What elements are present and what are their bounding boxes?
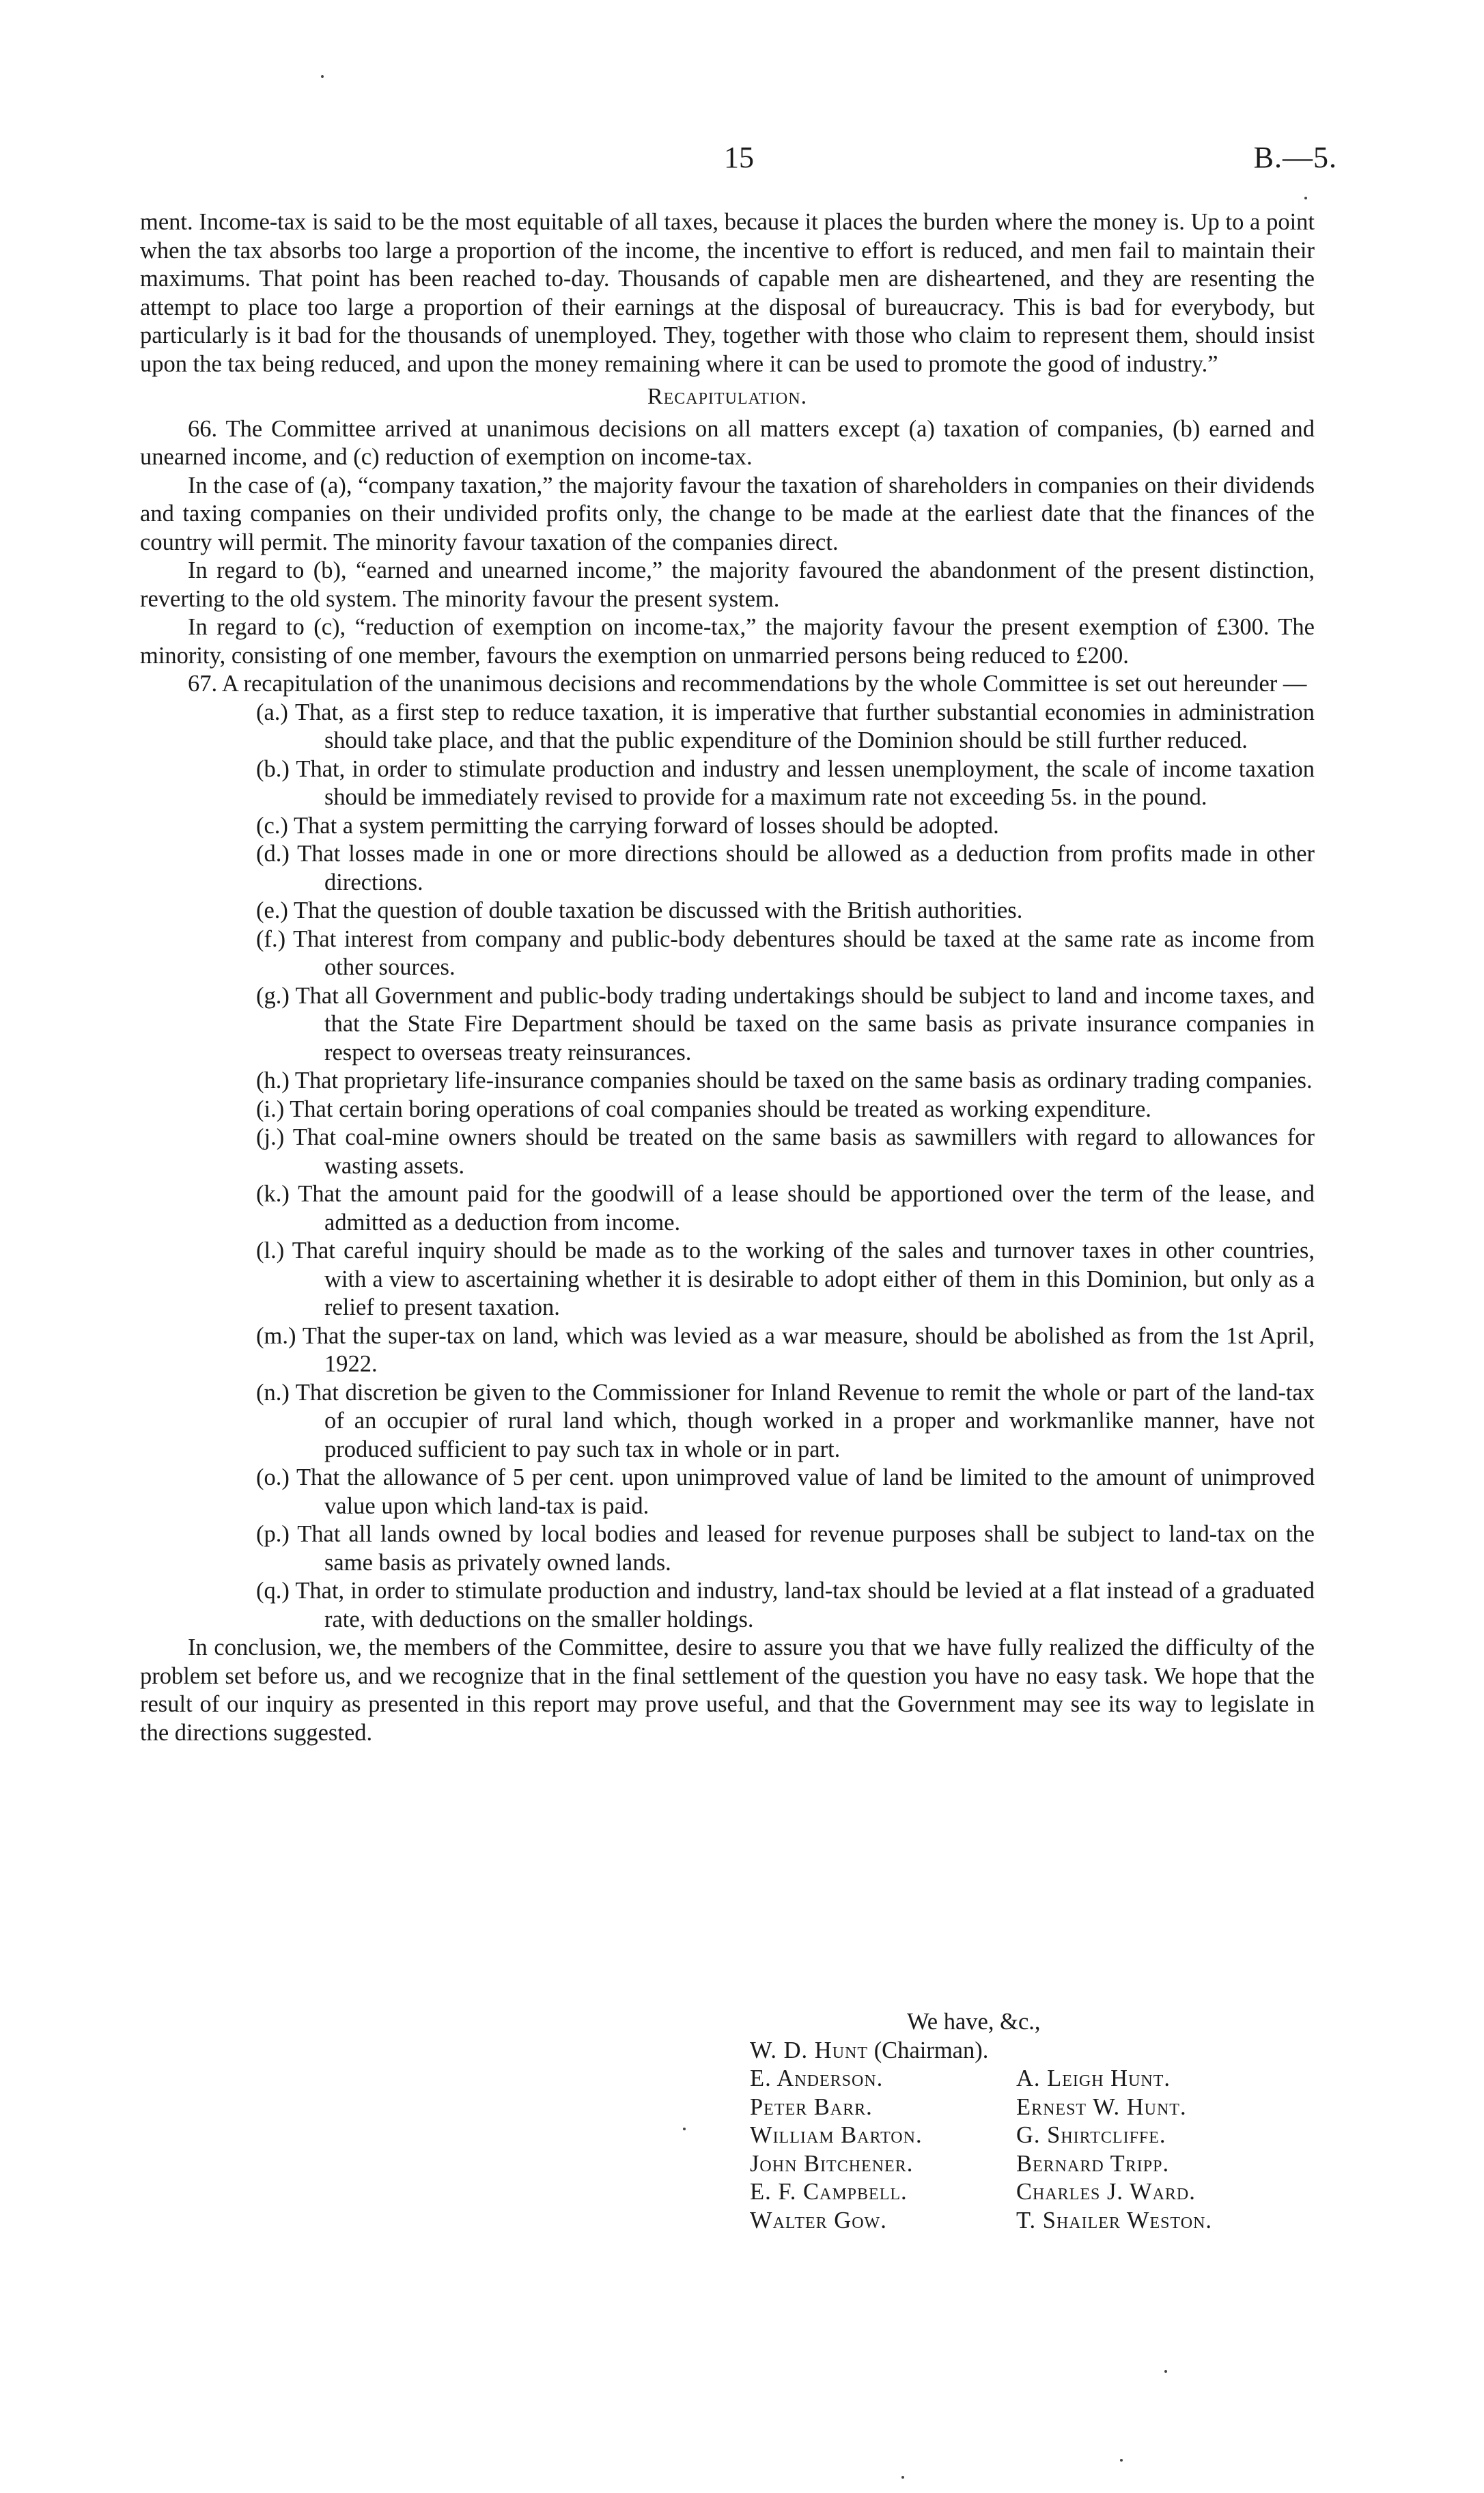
body-text <box>140 208 1315 1747</box>
recommendation-i <box>140 1096 1315 1124</box>
recommendation-g <box>140 982 1315 1068</box>
closing-line: We have, &c., <box>907 2009 1041 2035</box>
recommendation-c <box>140 812 1315 841</box>
signature-block <box>750 2008 1364 2235</box>
paragraph-continued: ment. Income-tax is said to be the most equitable of all taxes, because it places the burden where the money is. Up to a point when the tax absorbs too large a proportion of the income, the incentive to effort is reduced, and men fail to maintain their maximums. That point has been reached to-day. Thousands of capable men are disheartened, and they are resenting the attempt to place too large a proportion of their earnings at the disposal of bureaucracy. This is bad for everybody, but particularly is it bad for the thousands of unemployed. They, together with those who claim to represent them, should insist upon the tax being reduced, and upon the money remaining where it can be used to promote the good of industry.” <box>140 209 1315 377</box>
paragraph-66: 66. The Committee arrived at unanimous decisions on all matters except (a) taxation of companies, (b) earned and unearned income, and (c) reduction of exemption on income-tax. <box>140 415 1315 470</box>
recommendation-l <box>140 1237 1315 1322</box>
signatories-left-column <box>750 2065 1016 2235</box>
recommendation-text: That proprietary life-insurance companies should be taxed on the same basis as ordinary trading companies. <box>294 1068 1313 1094</box>
recommendation-label: (k.) <box>256 1181 290 1207</box>
recommendations-list <box>140 699 1315 1634</box>
recommendation-label: (p.) <box>256 1521 290 1547</box>
recommendation-text: That, in order to stimulate production and industry and lessen unemployment, the scale of income taxation should be immediately revised to provide for a maximum rate not exceeding 5s. in the pound. <box>296 755 1315 810</box>
signatory: Charles J. Ward. <box>1016 2179 1196 2205</box>
scan-speck <box>1304 197 1307 199</box>
recommendation-label: (c.) <box>256 812 288 839</box>
recommendation-b <box>140 755 1315 812</box>
recommendation-label: (l.) <box>256 1238 285 1264</box>
recommendation-text: That certain boring operations of coal companies should be treated as working expenditure. <box>290 1096 1151 1122</box>
section-heading: Recapitulation. <box>647 384 808 409</box>
recommendation-d <box>140 840 1315 897</box>
recommendation-p <box>140 1520 1315 1577</box>
recommendation-text: That all lands owned by local bodies and leased for revenue purposes shall be subject to land-tax on the same basis as privately owned lands. <box>297 1521 1315 1576</box>
signatory: Bernard Tripp. <box>1016 2150 1170 2177</box>
scan-speck <box>901 2476 904 2479</box>
signatory: Walter Gow. <box>750 2207 887 2233</box>
scan-speck <box>1120 2459 1123 2462</box>
recommendation-label: (f.) <box>256 925 286 952</box>
recommendation-label: (b.) <box>256 755 290 782</box>
recommendation-text: That the allowance of 5 per cent. upon unimproved value of land be limited to the amount of unimproved value upon which land-tax is paid. <box>296 1464 1315 1519</box>
page-number: 15 <box>724 141 754 174</box>
scan-speck <box>321 75 324 78</box>
paragraph-67: 67. A recapitulation of the unanimous decisions and recommendations by the whole Committee is set out hereunder — <box>188 671 1307 697</box>
recommendation-text: That careful inquiry should be made as to the working of the sales and turnover taxes in other countries, with a view to ascertaining whether it is desirable to adopt either of them in this Dominion, but only as a relief to present taxation. <box>292 1238 1315 1320</box>
recommendation-text: That, as a first step to reduce taxation, it is imperative that further substantial economies in administration should take place, and that the public expenditure of the Dominion should be still further reduced. <box>294 699 1315 753</box>
recommendation-o <box>140 1464 1315 1520</box>
signatory: John Bitchener. <box>750 2150 914 2177</box>
recommendation-text: That the super-tax on land, which was levied as a war measure, should be abolished as from the 1st April, 1922. <box>302 1322 1315 1377</box>
recommendation-text: That the amount paid for the goodwill of a lease should be apportioned over the term of the lease, and admitted as a deduction from income. <box>298 1181 1315 1236</box>
signatory: Peter Barr. <box>750 2093 873 2120</box>
paragraph-company-taxation: In the case of (a), “company taxation,” the majority favour the taxation of shareholders in companies on their dividends and taxing companies on their undivided profits only, the change to be made at the earliest date that the finances of the country will permit. The minority favour taxation of the companies direct. <box>140 472 1315 555</box>
recommendation-text: That, in order to stimulate production and industry, land-tax should be levied at a flat instead of a graduated rate, with deductions on the smaller holdings. <box>295 1578 1315 1632</box>
signatories <box>750 2065 1364 2235</box>
conclusion-paragraph: In conclusion, we, the members of the Committee, desire to assure you that we have fully realized the difficulty of the problem set before us, and we recognize that in the final settlement of the question you have no easy task. We hope that the result of our inquiry as presented in this report may prove useful, and that the Government may see its way to legislate in the directions suggested. <box>140 1634 1315 1746</box>
recommendation-label: (d.) <box>256 841 290 867</box>
recommendation-text: That discretion be given to the Commissioner for Inland Revenue to remit the whole or part of the land-tax of an occupier of rural land which, though worked in a proper and workmanlike manner, have not produced sufficient to pay such tax in whole or in part. <box>295 1379 1315 1462</box>
recommendation-text: That a system permitting the carrying forward of losses should be adopted. <box>293 812 999 839</box>
recommendation-label: (h.) <box>256 1068 290 1094</box>
recommendation-n <box>140 1379 1315 1464</box>
recommendation-label: (j.) <box>256 1124 285 1150</box>
chairman-name: W. D. Hunt <box>750 2037 869 2063</box>
recommendation-label: (i.) <box>256 1096 285 1122</box>
recommendation-label: (e.) <box>256 897 288 923</box>
recommendation-text: That interest from company and public-body debentures should be taxed at the same rate as income from other sources. <box>293 925 1315 980</box>
recommendation-text: That all Government and public-body trading undertakings should be subject to land and income taxes, and that the State Fire Department should be taxed on the same basis as private insurance companies in respect to overseas treaty reinsurances. <box>295 982 1315 1066</box>
scan-speck <box>1164 2370 1167 2373</box>
signatory: E. Anderson. <box>750 2065 884 2091</box>
recommendation-text: That the question of double taxation be discussed with the British authorities. <box>293 897 1023 923</box>
signatory: William Barton. <box>750 2122 923 2148</box>
recommendation-f <box>140 925 1315 982</box>
signatories-right-column <box>1016 2065 1283 2235</box>
document-reference: B.—5. <box>1253 141 1337 174</box>
recommendation-q <box>140 1577 1315 1634</box>
recommendation-a <box>140 699 1315 755</box>
recommendation-label: (m.) <box>256 1322 296 1349</box>
recommendation-text: That coal-mine owners should be treated on the same basis as sawmillers with regard to allowances for wasting assets. <box>292 1124 1315 1179</box>
recommendation-j <box>140 1124 1315 1180</box>
recommendation-label: (g.) <box>256 982 290 1009</box>
recommendation-label: (n.) <box>256 1379 290 1406</box>
recommendation-k <box>140 1180 1315 1237</box>
recommendation-label: (a.) <box>256 699 288 725</box>
recommendation-label: (o.) <box>256 1464 290 1490</box>
signatory: Ernest W. Hunt. <box>1016 2093 1187 2120</box>
signatory: A. Leigh Hunt. <box>1016 2065 1171 2091</box>
recommendation-e <box>140 897 1315 925</box>
scan-speck <box>683 2128 686 2130</box>
signatory: E. F. Campbell. <box>750 2179 908 2205</box>
paragraph-exemption: In regard to (c), “reduction of exemption on income-tax,” the majority favour the present exemption of £300. The minority, consisting of one member, favours the exemption on unmarried persons being reduced to £200. <box>140 614 1315 669</box>
paragraph-earned-income: In regard to (b), “earned and unearned income,” the majority favoured the abandonment of the present distinction, reverting to the old system. The minority favour the present system. <box>140 557 1315 612</box>
chairman-line <box>750 2037 1364 2065</box>
recommendation-m <box>140 1322 1315 1379</box>
recommendation-h <box>140 1067 1315 1096</box>
signatory: T. Shailer Weston. <box>1016 2207 1213 2233</box>
recommendation-label: (q.) <box>256 1578 290 1604</box>
recommendation-text: That losses made in one or more directions should be allowed as a deduction from profits made in other directions. <box>297 841 1315 895</box>
chairman-role: (Chairman). <box>873 2037 989 2063</box>
signatory: G. Shirtcliffe. <box>1016 2122 1166 2148</box>
page-header <box>0 140 1484 181</box>
